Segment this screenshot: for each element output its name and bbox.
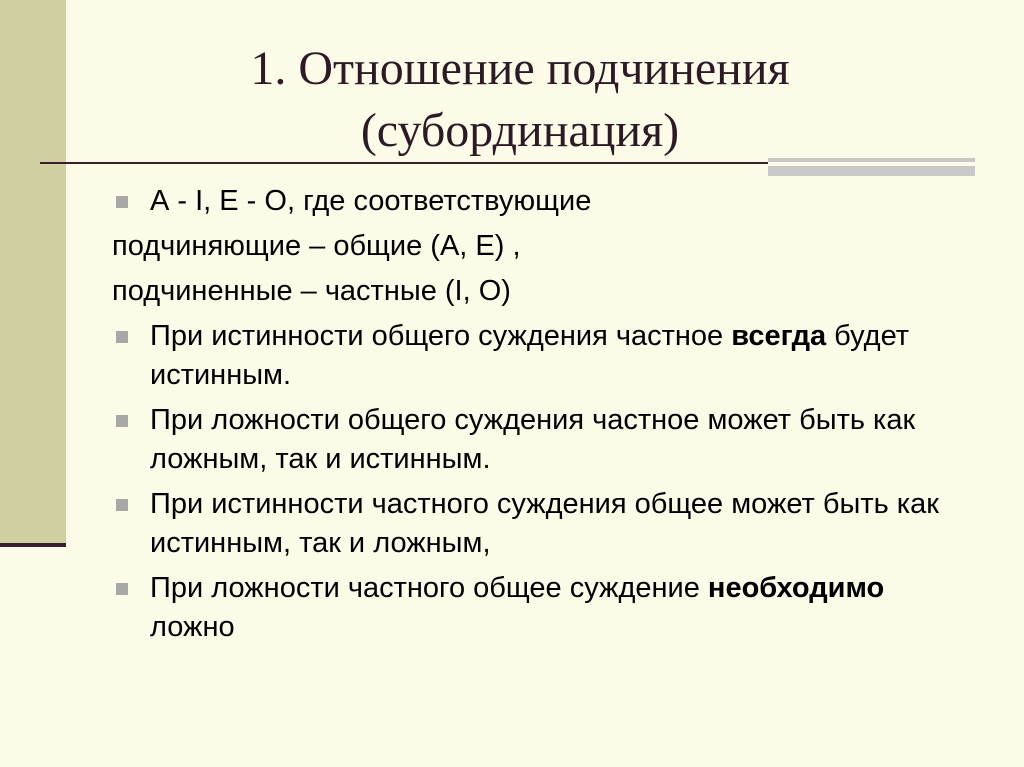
item-text-bold: необходимо xyxy=(707,572,885,604)
title-line-1: 1. Отношение подчинения xyxy=(250,42,790,95)
list-item xyxy=(112,227,972,266)
bullet-square-icon xyxy=(116,196,128,208)
list-item xyxy=(112,272,972,311)
left-decor-band xyxy=(0,0,66,545)
slide-body xyxy=(112,182,972,653)
bullet-square-icon xyxy=(116,331,128,343)
list-item xyxy=(112,317,972,395)
item-text: А - I, Е - О, где соответствующие xyxy=(150,185,592,217)
list-item xyxy=(112,182,972,221)
item-text: При истинности частного суждения общее может быть как истинным, так и ложным, xyxy=(150,488,939,559)
item-text-bold: всегда xyxy=(731,320,827,352)
item-text-pre: При ложности частного общее суждение xyxy=(150,572,708,604)
list-item xyxy=(112,401,972,479)
item-text: подчиненные – частные (I, О) xyxy=(112,275,511,307)
bullet-square-icon xyxy=(116,583,128,595)
item-text: При ложности общего суждения частное может быть как ложным, так и истинным. xyxy=(150,404,916,475)
title-accent-bar xyxy=(768,158,975,176)
title-line-2: (субординация) xyxy=(360,104,680,157)
slide-title xyxy=(120,38,920,162)
list-item xyxy=(112,485,972,563)
bullet-square-icon xyxy=(116,499,128,511)
item-text: подчиняющие – общие (А, Е) , xyxy=(112,230,521,262)
bullet-square-icon xyxy=(116,415,128,427)
item-text-post: будет истинным. xyxy=(150,320,910,391)
list-item xyxy=(112,569,972,647)
item-text-post: ложно xyxy=(150,611,235,643)
item-text-pre: При истинности общего суждения частное xyxy=(150,320,732,352)
left-decor-line xyxy=(0,543,66,547)
